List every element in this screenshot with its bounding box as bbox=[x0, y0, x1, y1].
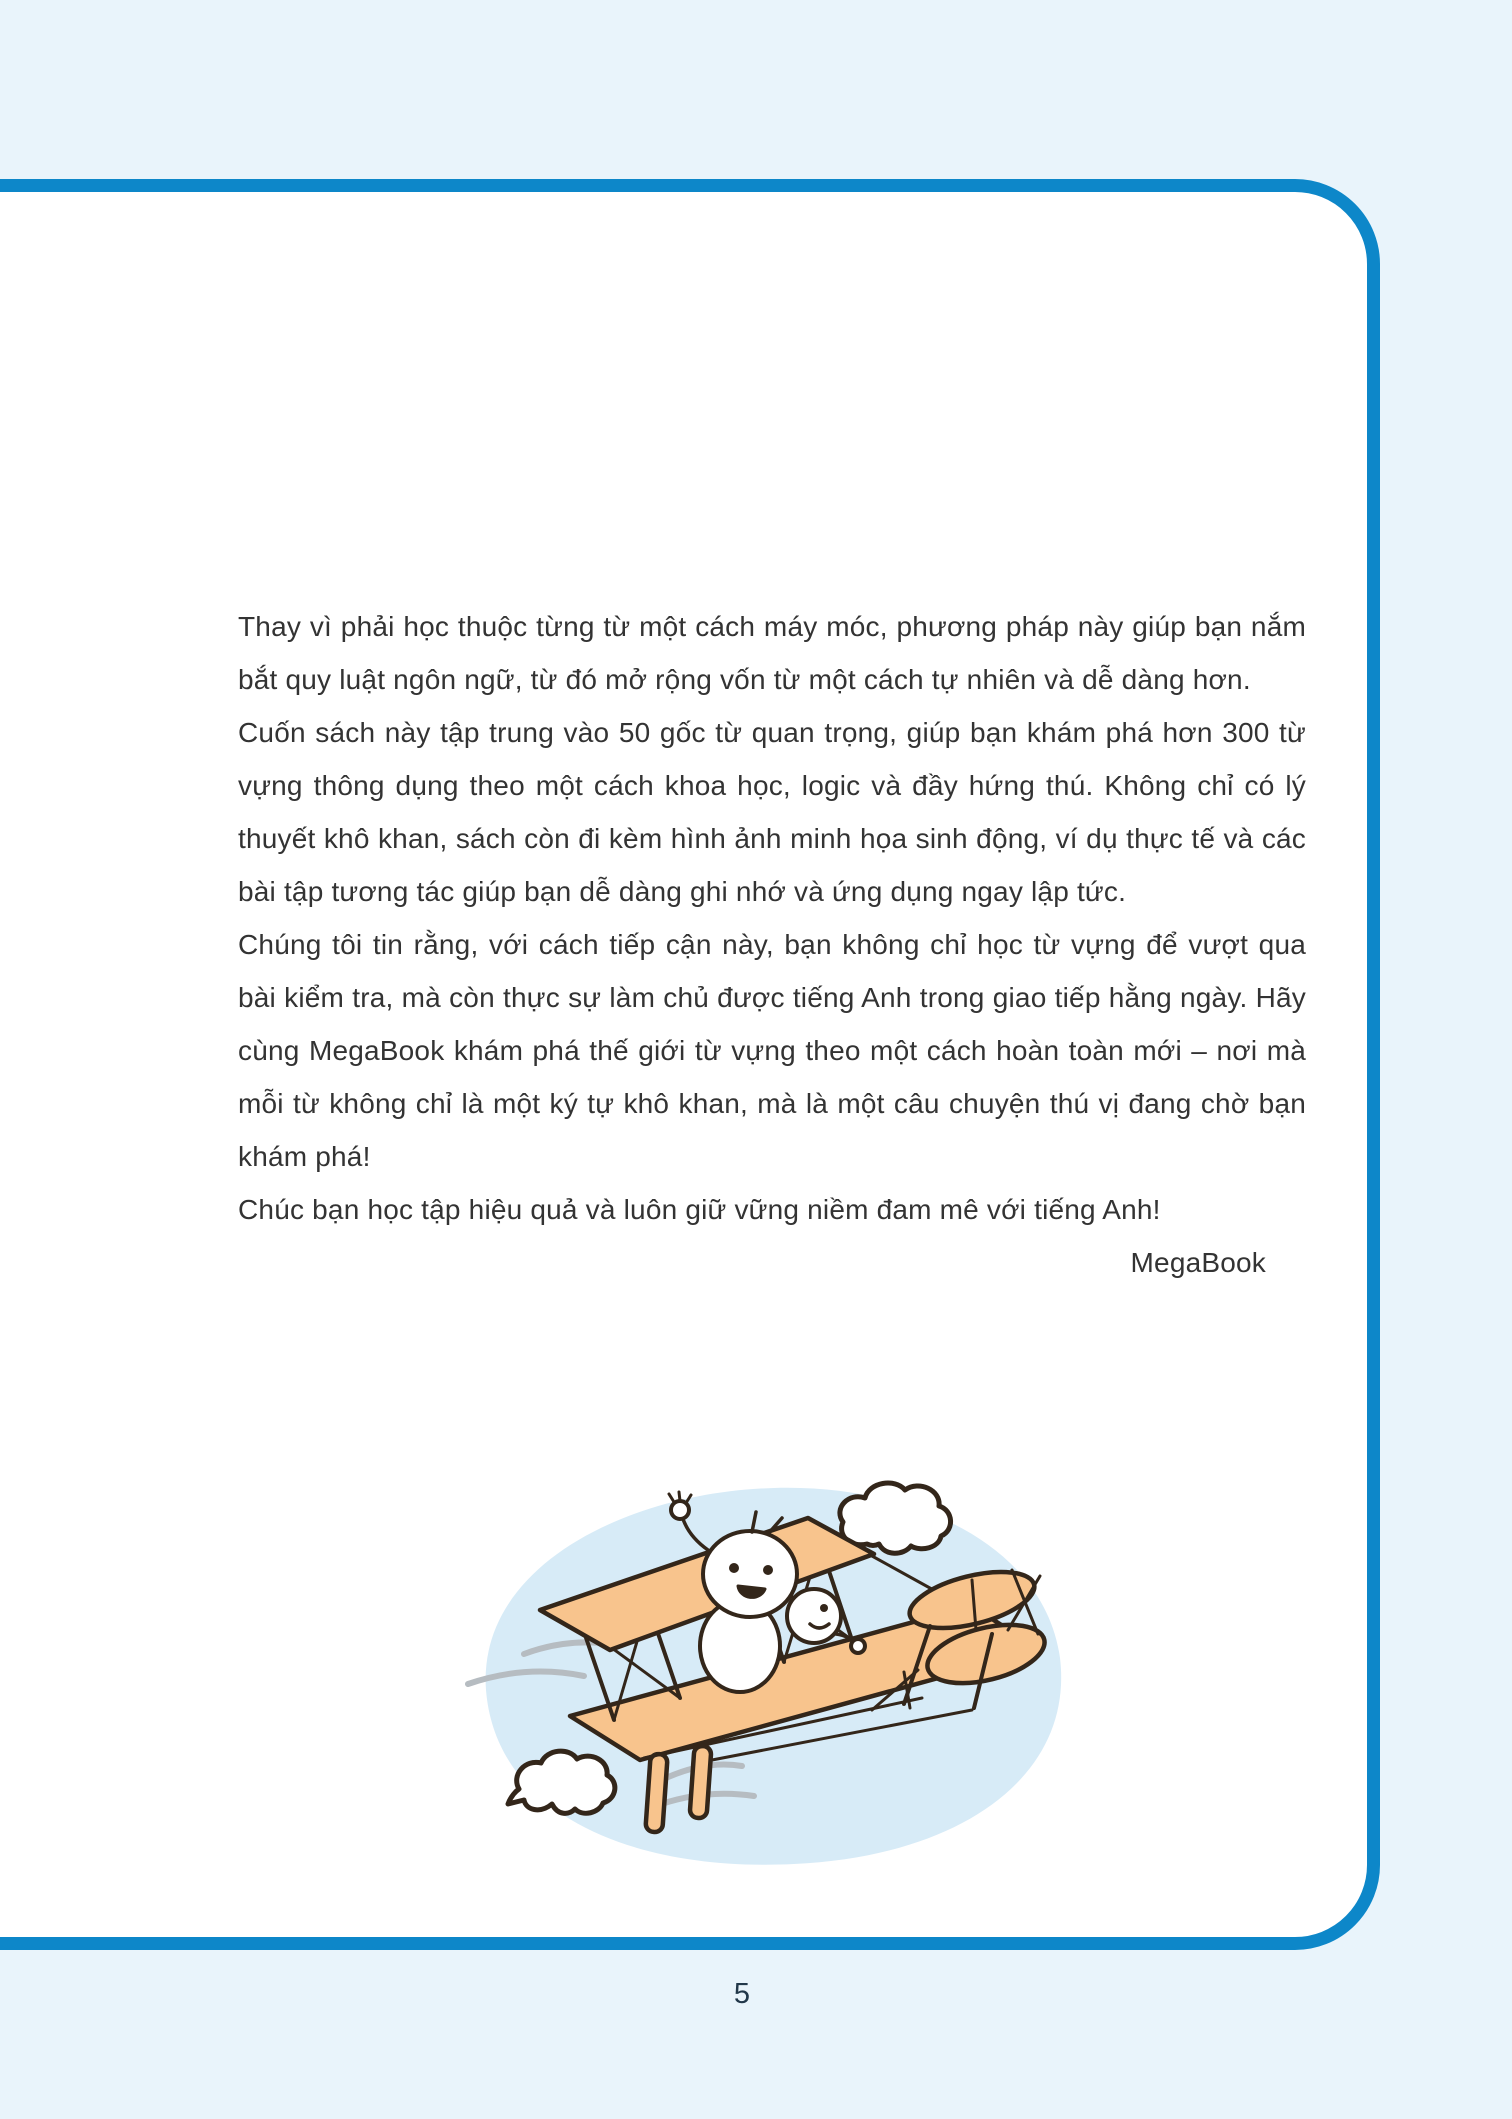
pilot-eye bbox=[729, 1563, 739, 1573]
biplane-illustration bbox=[452, 1458, 1092, 1888]
signature: MegaBook bbox=[1130, 1247, 1266, 1278]
pilot-eye bbox=[763, 1565, 773, 1575]
body-text bbox=[238, 600, 1306, 1289]
paragraph: Thay vì phải học thuộc từng từ một cách máy móc, phương pháp này giúp bạn nắm bắt quy luật ngôn ngữ, từ đó mở rộng vốn từ một cách tự nhiên và dễ dàng hơn. bbox=[238, 611, 1306, 695]
copilot-eye bbox=[820, 1604, 828, 1612]
biplane-skid bbox=[645, 1754, 667, 1833]
paragraph: Chúng tôi tin rằng, với cách tiếp cận này, bạn không chỉ học từ vựng để vượt qua bài kiểm tra, mà còn thực sự làm chủ được tiếng Anh trong giao tiếp hằng ngày. Hãy cùng MegaBook khám phá thế giới từ vựng theo một cách hoàn toàn mới – nơi mà mỗi từ không chỉ là một ký tự khô khan, mà là một câu chuyện thú vị đang chờ bạn khám phá! bbox=[238, 929, 1306, 1172]
biplane-illustration-svg bbox=[452, 1458, 1092, 1888]
copilot-hand-icon bbox=[851, 1639, 865, 1653]
paragraph: Cuốn sách này tập trung vào 50 gốc từ quan trọng, giúp bạn khám phá hơn 300 từ vựng thông dụng theo một cách khoa học, logic và đầy hứng thú. Không chỉ có lý thuyết khô khan, sách còn đi kèm hình ảnh minh họa sinh động, ví dụ thực tế và các bài tập tương tác giúp bạn dễ dàng ghi nhớ và ứng dụng ngay lập tức. bbox=[238, 717, 1306, 907]
biplane-skid bbox=[690, 1746, 712, 1819]
page-number: 5 bbox=[733, 1978, 751, 2010]
paragraph: Chúc bạn học tập hiệu quả và luôn giữ vững niềm đam mê với tiếng Anh! bbox=[238, 1194, 1161, 1225]
